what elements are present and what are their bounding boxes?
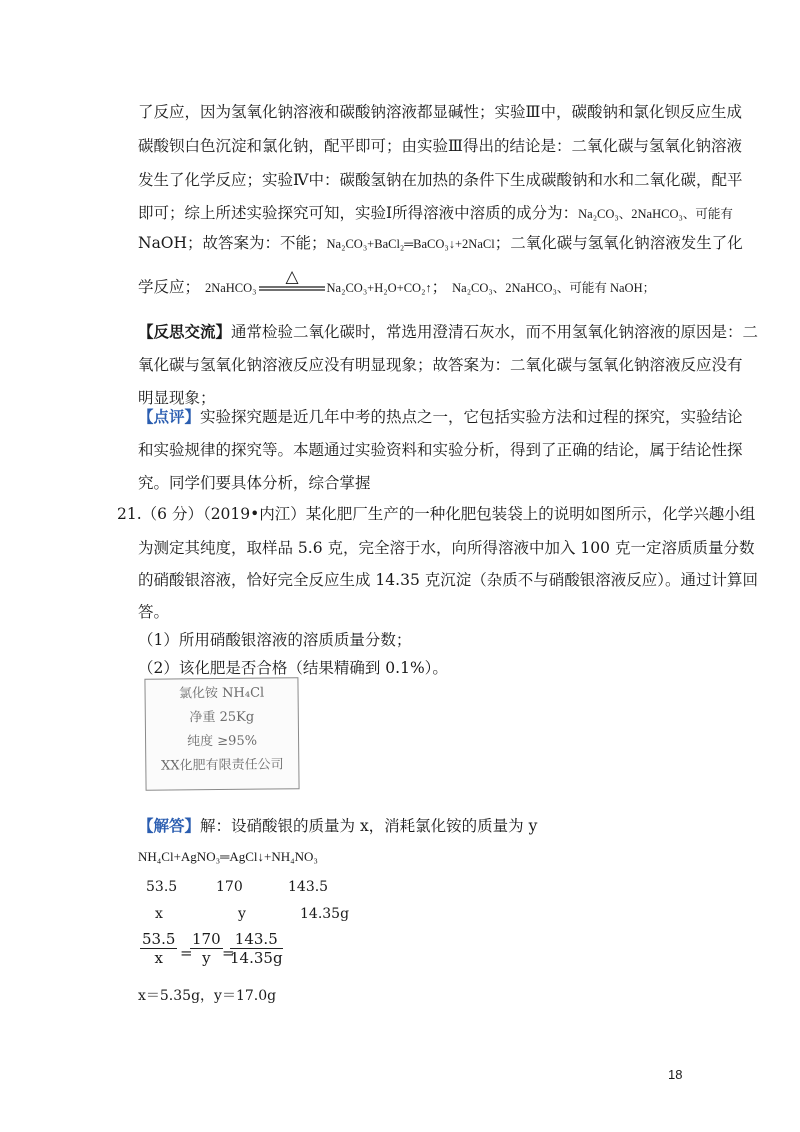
reaction-equation: NH₄Cl+AgNO₃═AgCl↓+NH₄NO₃ [138,849,318,864]
question-line: 21.（6 分）（2019•内江）某化肥厂生产的一种化肥包装袋上的说明如图所示，化学兴趣小组 [117,505,756,523]
question-line: 的硝酸银溶液，恰好完全反应生成 14.35 克沉淀（杂质不与硝酸银溶液反应）。通过计算回 [138,571,758,589]
equals-sign: = [222,944,235,962]
answer-tag: 【解答】 [138,816,201,835]
text-line [138,232,743,255]
fraction-numerator: 143.5 [230,930,283,949]
variable: 14.35g [300,906,350,922]
fraction-denominator: 14.35g [230,949,283,967]
fraction-denominator: x [154,949,163,967]
text-line: 了反应，因为氢氧化钠溶液和碳酸钠溶液都显碱性；实验Ⅲ中，碳酸钠和氯化钡反应生成 [138,103,742,121]
sub-question: （1）所用硝酸银溶液的溶质质量分数； [138,631,412,649]
comment-tag: 【点评】 [138,407,201,426]
text-segment: 实验探究题是近几年中考的热点之一，它包括实验方法和过程的探究，实验结论 [200,408,743,426]
section-tag: 【反思交流】 [138,322,232,341]
text-line: 明显现象； [138,389,216,407]
label-line: 纯度 ≥95% [187,733,258,750]
text-line: 发生了化学反应；实验Ⅳ中：碳酸氢钠在加热的条件下生成碳酸钠和水和二氧化碳，配平 [138,171,743,189]
fraction-numerator: 53.5 [142,930,176,948]
heat-arrow [257,267,327,299]
question-line: 答。 [138,603,170,621]
text-line: 和实验规律的探究等。本题通过实验资料和实验分析，得到了正确的结论，属于结论性探 [138,441,743,459]
label-line: 氯化铵 NH₄Cl [178,685,265,702]
text-line [138,202,733,225]
question-line: 为测定其纯度，取样品 5.6 克，完全溶于水，向所得溶液中加入 100 克一定溶质质量分数 [138,539,755,557]
text-line [138,406,743,428]
fraction-denominator: y [202,949,211,967]
heat-symbol: △ [284,267,299,287]
text-segment: 通常检验二氧化碳时，常选用澄清石灰水，而不用氢氧化钠溶液的原因是：二 [231,323,759,341]
molar-mass: 170 [216,879,243,895]
formula: Na₂CO₃、2NaHCO₃、可能有 NaOH； [452,281,656,295]
equation-reactant: 2NaHCO₃ [204,281,257,295]
fraction-numerator: 170 [192,930,221,948]
label-line: XX化肥有限责任公司 [160,757,284,774]
text-line [138,267,656,299]
text-line: 究。同学们要具体分析，综合掌握 [138,474,371,492]
label-line: 净重 25Kg [189,709,255,726]
text-line: 碳酸钡白色沉淀和氯化钠，配平即可；由实验Ⅲ得出的结论是：二氧化碳与氢氧化钠溶液 [138,137,742,155]
text-line [138,321,758,343]
variable: y [238,906,246,922]
text-segment: NaOH；故答案为：不能； [138,234,327,252]
text-segment: ；二氧化碳与氢氧化钠溶液发生了化 [494,234,743,252]
equals-sign: = [180,944,193,962]
text-line [138,815,537,837]
page-number: 18 [668,1067,683,1082]
molar-mass: 53.5 [146,879,178,895]
text-segment: 解：设硝酸银的质量为 x，消耗氯化铵的质量为 y [200,817,538,835]
text-line: 氧化碳与氢氧化钠溶液反应没有明显现象；故答案为：二氧化碳与氢氧化钠溶液反应没有 [138,356,743,374]
text-segment: ； [431,278,448,296]
equation: Na₂CO₃+BaCl₂═BaCO₃↓+2NaCl [326,237,495,251]
fraction [190,930,223,967]
fraction [140,930,177,967]
formula: Na₂CO₃、2NaHCO₃、可能有 [578,207,733,221]
fertilizer-label-image [144,677,299,791]
sub-question: （2）该化肥是否合格（结果精确到 0.1%）。 [138,659,448,677]
fraction [230,930,283,967]
text-segment: 学反应； [138,278,201,296]
molar-mass: 143.5 [288,879,329,895]
text-segment: 即可；综上所述实验探究可知，实验Ⅰ所得溶液中溶质的成分为： [138,204,579,222]
variable: x [155,906,163,922]
equation-product: Na₂CO₃+H₂O+CO₂↑ [326,281,432,295]
result-line: x＝5.35g，y＝17.0g [138,988,277,1004]
